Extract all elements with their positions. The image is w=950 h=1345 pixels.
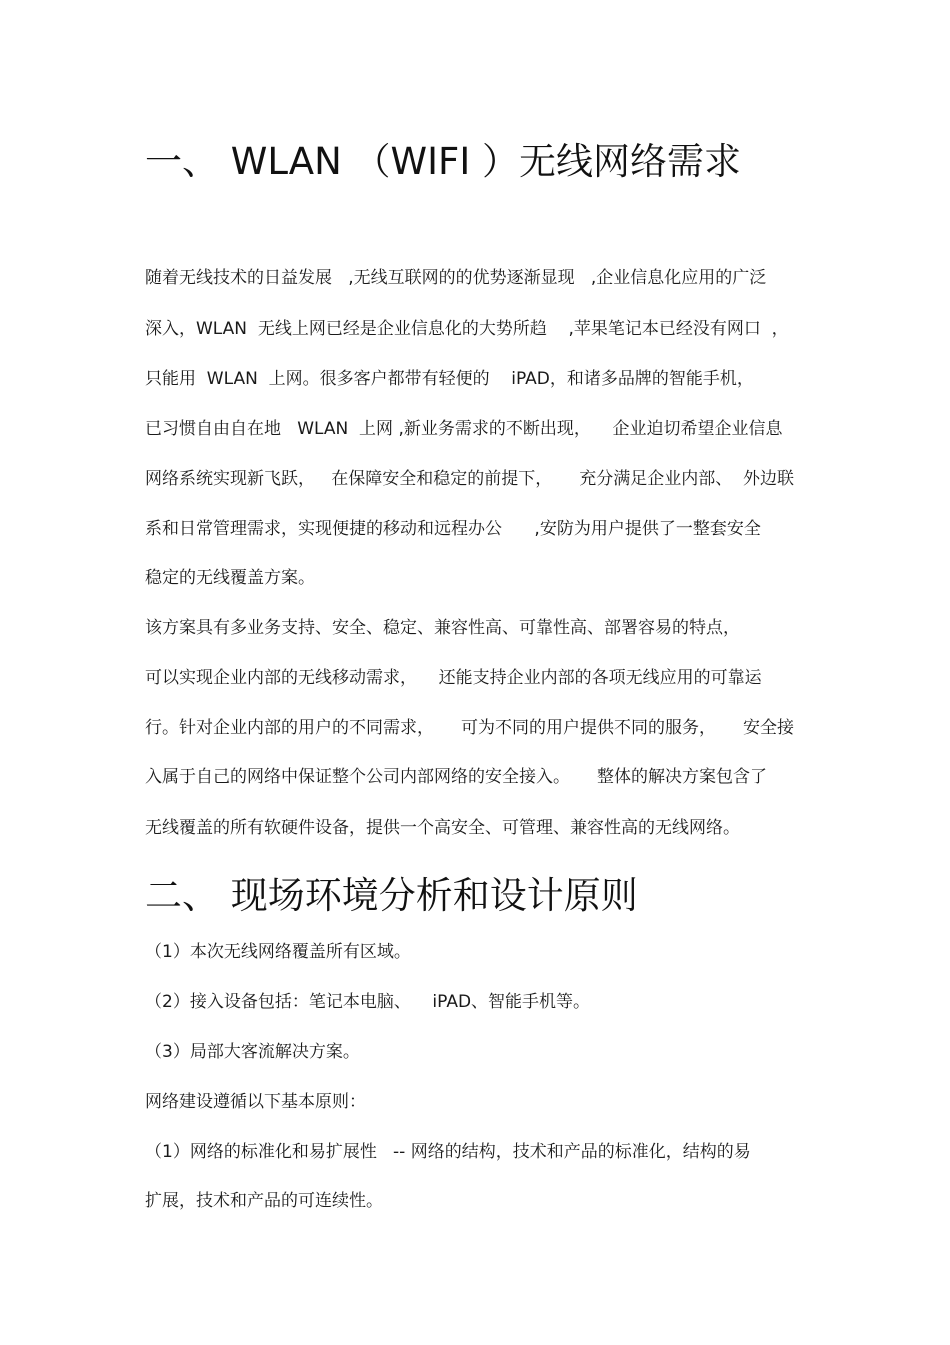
section-2-list-item: （2）接入设备包括：笔记本电脑、 iPAD、智能手机等。 bbox=[145, 992, 591, 1012]
section-1-paragraph-2-line: 无线覆盖的所有软硬件设备，提供一个高安全、可管理、兼容性高的无线网络。 bbox=[145, 818, 740, 838]
section-2-principle-item-continued: 扩展，技术和产品的可连续性。 bbox=[145, 1191, 383, 1211]
section-1-paragraph-1-line: 只能用 WLAN 上网。很多客户都带有轻便的 iPAD，和诸多品牌的智能手机， bbox=[145, 369, 754, 389]
section-2-list-item: （1）本次无线网络覆盖所有区域。 bbox=[145, 942, 411, 962]
section-1-paragraph-2-line: 可以实现企业内部的无线移动需求， 还能支持企业内部的各项无线应用的可靠运 bbox=[145, 668, 762, 688]
section-1-paragraph-1-line: 网络系统实现新飞跃， 在保障安全和稳定的前提下， 充分满足企业内部、 外边联 bbox=[145, 469, 795, 489]
section-1-paragraph-2-line: 该方案具有多业务支持、安全、稳定、兼容性高、可靠性高、部署容易的特点， bbox=[145, 618, 740, 638]
section-1-paragraph-1-line: 稳定的无线覆盖方案。 bbox=[145, 568, 315, 588]
section-2-list-item: （3）局部大客流解决方案。 bbox=[145, 1042, 360, 1062]
section-1-paragraph-2-line: 入属于自己的网络中保证整个公司内部网络的安全接入。 整体的解决方案包含了 bbox=[145, 767, 768, 787]
section-1-paragraph-1-line: 系和日常管理需求，实现便捷的移动和远程办公 ,安防为用户提供了一整套安全 bbox=[145, 519, 761, 539]
section-1-paragraph-1-line: 已习惯自由自在地 WLAN 上网 ,新业务需求的不断出现， 企业迫切希望企业信息 bbox=[145, 419, 783, 439]
section-2-principles-intro: 网络建设遵循以下基本原则： bbox=[145, 1092, 366, 1112]
section-1-paragraph-1-line: 深入，WLAN 无线上网已经是企业信息化的大势所趋 ,苹果笔记本已经没有网口 ， bbox=[145, 319, 789, 339]
section-1-paragraph-1-line: 随着无线技术的日益发展 ,无线互联网的的优势逐渐显现 ,企业信息化应用的广泛 bbox=[145, 268, 767, 288]
section-1-heading: 一、 WLAN （WIFI ）无线网络需求 bbox=[145, 140, 742, 183]
section-2-principle-item: （1）网络的标准化和易扩展性 -- 网络的结构，技术和产品的标准化，结构的易 bbox=[145, 1142, 751, 1162]
section-2-heading: 二、 现场环境分析和设计原则 bbox=[145, 874, 638, 917]
section-1-paragraph-2-line: 行。针对企业内部的用户的不同需求， 可为不同的用户提供不同的服务， 安全接 bbox=[145, 718, 795, 738]
